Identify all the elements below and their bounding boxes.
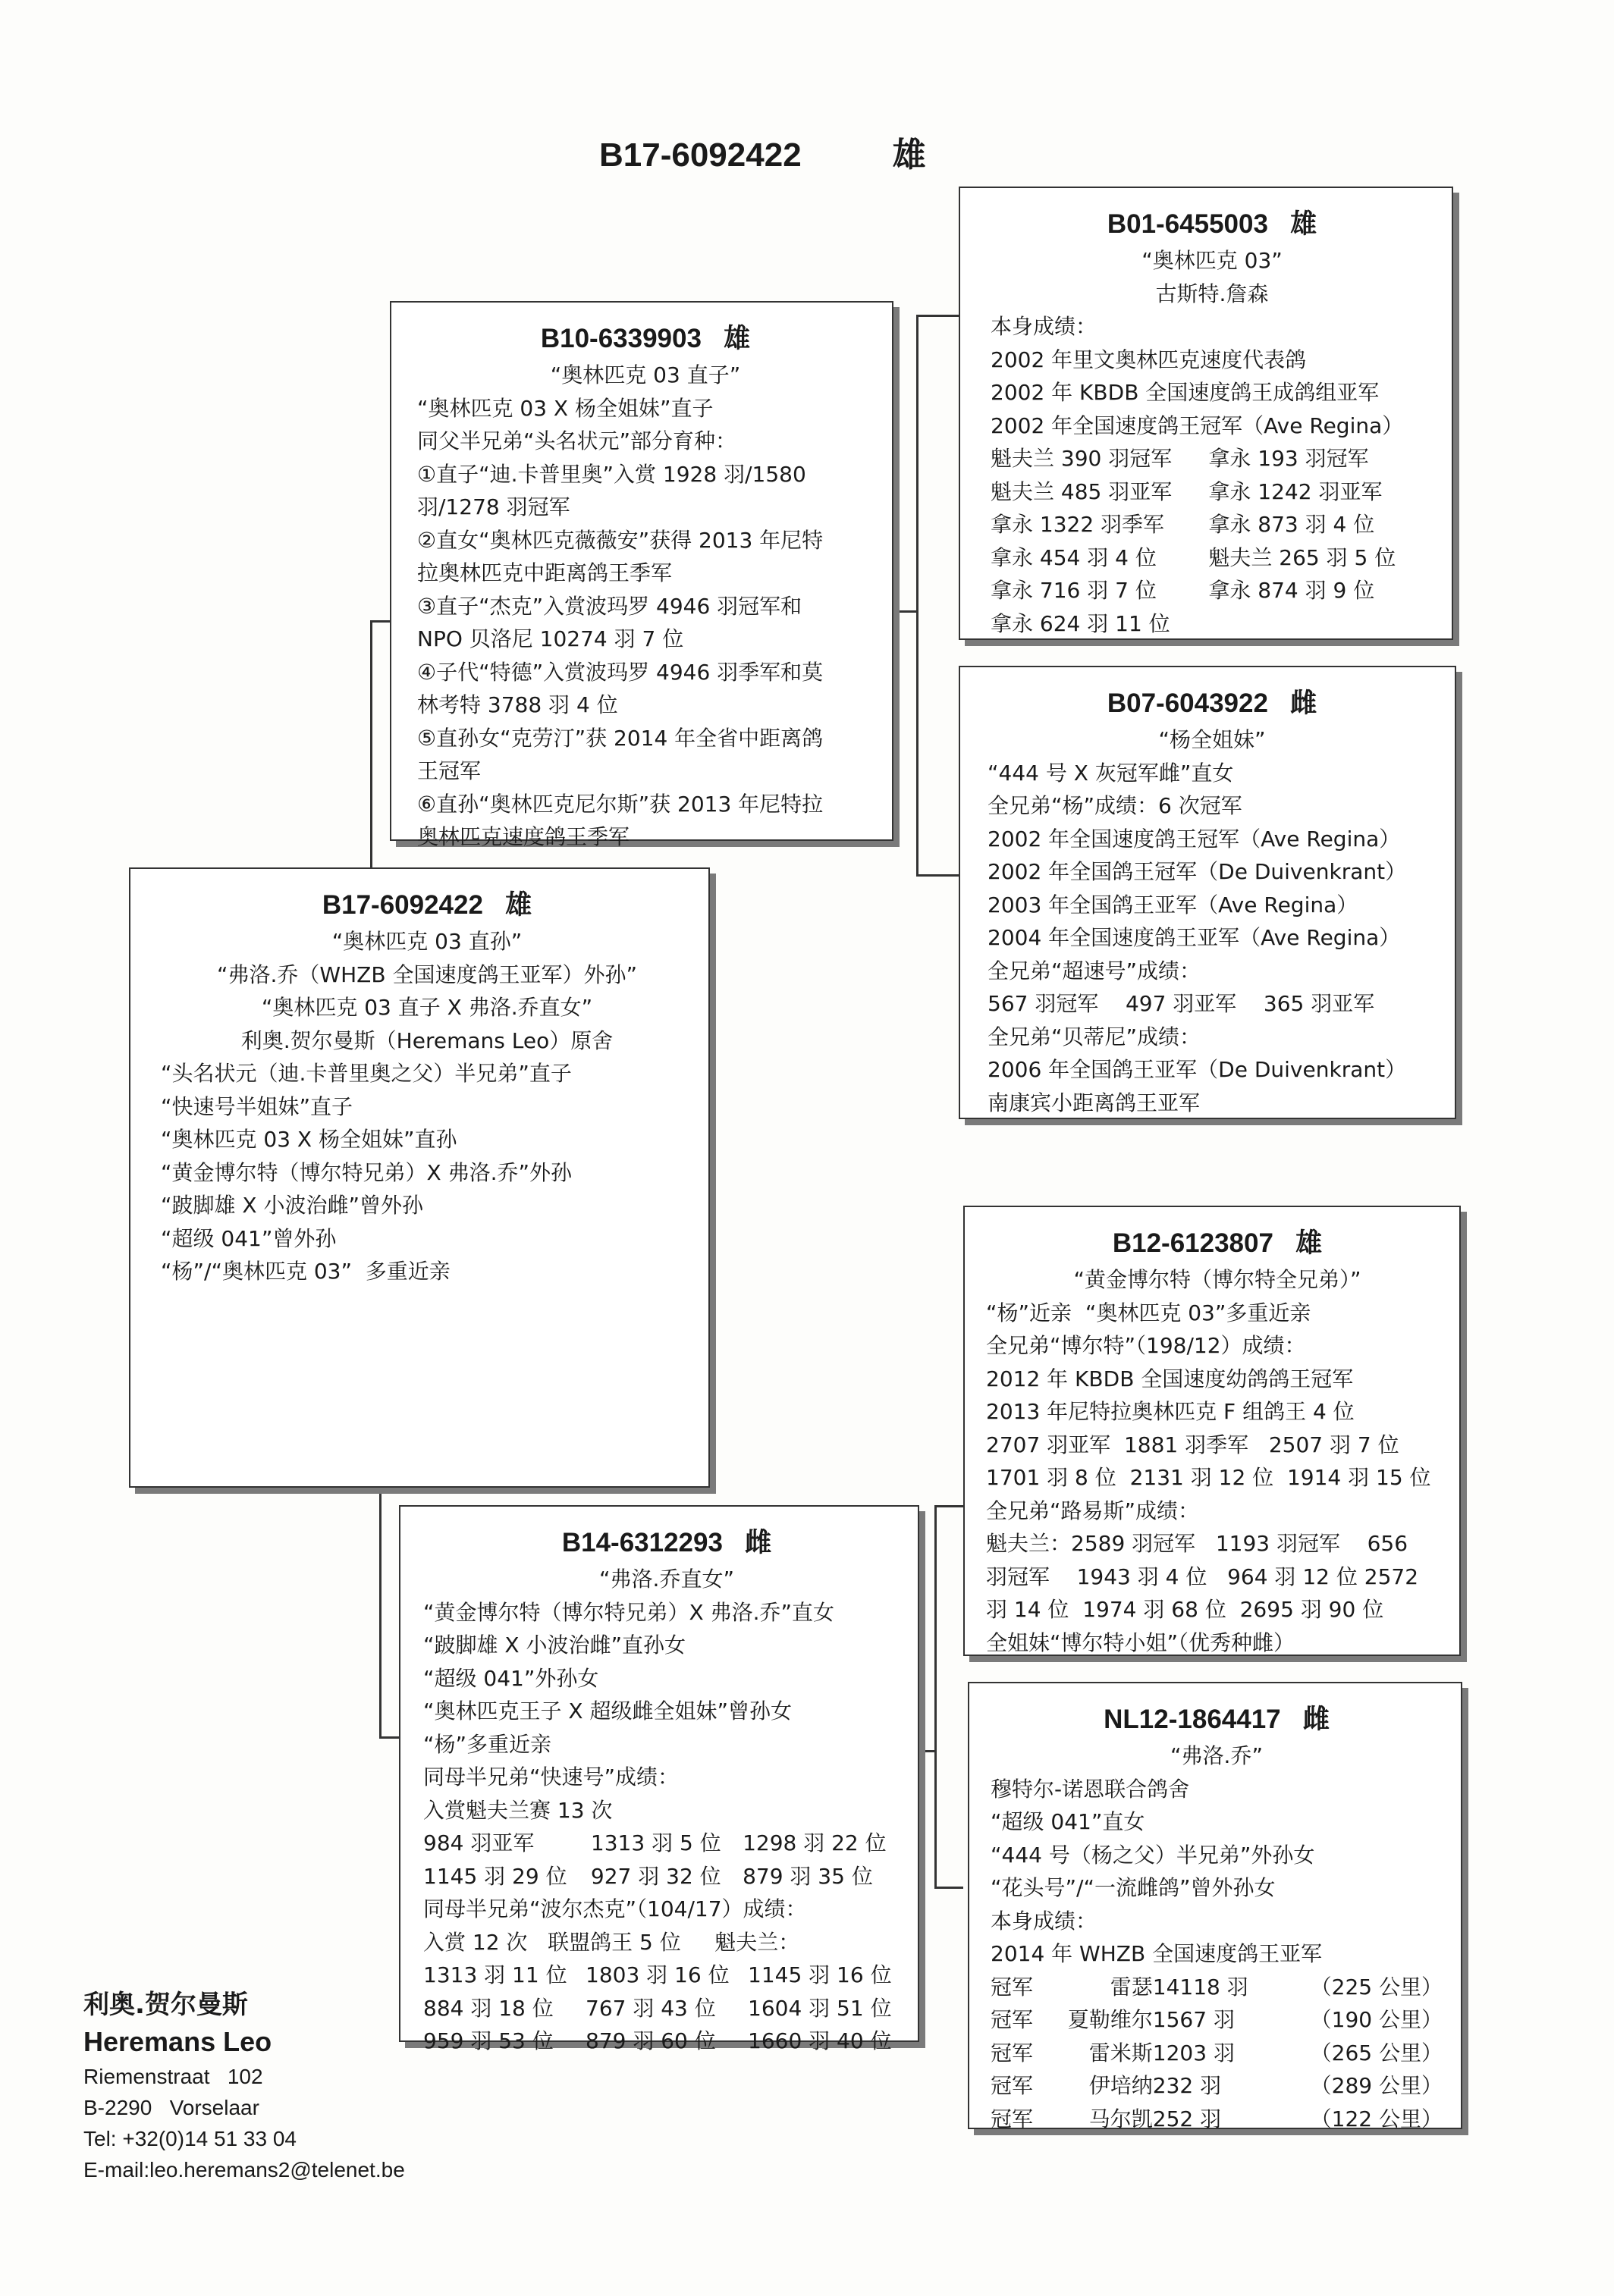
dam-line: “黄金博尔特（博尔特兄弟）X 弗洛.乔”直女 (423, 1599, 834, 1625)
dam-sex: 雌 (745, 1528, 772, 1557)
dam-sire-line: 2012 年 KBDB 全国速度幼鸽鸽王冠军 (986, 1366, 1354, 1391)
dam-result-row (423, 1959, 910, 1992)
breeder-tel: Tel: +32(0)14 51 33 04 (83, 2127, 297, 2150)
sire-sex: 雄 (724, 324, 751, 353)
title-sex: 雄 (892, 136, 926, 174)
dam-result-row (423, 1992, 910, 2025)
dam-dam-line: “花头号”/“一流雌鸽”曾外孙女 (991, 1875, 1276, 1900)
sire-sire-result-row (991, 475, 1433, 509)
sire-sire-result-cell: 魁夫兰 390 羽冠军 (991, 446, 1173, 471)
sire-line: ①直子“迪.卡普里奥”入赏 1928 羽/1580 (417, 461, 806, 487)
connector-bottom-vertical (379, 1490, 382, 1739)
dam-dam-result-cell: （122 公里） (1310, 2106, 1443, 2131)
sire-sire-result-row (991, 508, 1433, 541)
dam-dam-sex: 雌 (1302, 1705, 1330, 1734)
subject-line: “弗洛.乔（WHZB 全国速度鸽王亚军）外孙” (217, 961, 637, 987)
dam-line: “跛脚雄 X 小波治雌”直孙女 (423, 1633, 686, 1658)
sire-sire-box (959, 187, 1453, 640)
dam-results-table-2 (423, 1959, 910, 2058)
sire-box (390, 301, 893, 849)
sire-sire-name-line: “奥林匹克 03” (1141, 248, 1283, 273)
dam-dam-result-cell: 252 羽 (1152, 2106, 1222, 2131)
sire-sire-line: 2002 年里文奥林匹克速度代表鸽 (991, 347, 1307, 372)
connector-sire-sire (916, 315, 959, 317)
dam-result-cell: 767 羽 43 位 (586, 1995, 716, 2021)
breeder-street: Riemenstraat 102 (83, 2065, 263, 2088)
connector-dam-sire (934, 1505, 963, 1507)
dam-sire-sex: 雄 (1295, 1228, 1323, 1258)
sire-sire-reg: B01-6455003 (1107, 209, 1268, 239)
dam-result-cell: 927 羽 32 位 (590, 1863, 721, 1889)
subject-line: “超级 041”曾外孙 (161, 1225, 337, 1251)
dam-dam-result-cell: （190 公里） (1310, 2007, 1443, 2032)
dam-dam-result-cell: （289 公里） (1310, 2073, 1443, 2098)
sire-dam-line: “444 号 X 灰冠军雌”直女 (988, 760, 1234, 786)
dam-dam-result-cell: 冠军 (991, 1974, 1034, 2000)
subject-line: “奥林匹克 03 直孙” (331, 929, 523, 954)
subject-line: “奥林匹克 03 X 杨全姐妹”直孙 (161, 1127, 457, 1152)
sire-sire-result-cell: 魁夫兰 265 羽 5 位 (1208, 544, 1396, 570)
subject-box (129, 867, 710, 1488)
dam-dam-results-table (991, 1971, 1443, 2136)
dam-line: “奥林匹克王子 X 超级雌全姐妹”曾孙女 (423, 1698, 792, 1724)
sire-sire-result-cell: 拿永 874 羽 9 位 (1208, 578, 1375, 603)
sire-sire-result-cell: 拿永 193 羽冠军 (1208, 446, 1369, 471)
sire-line: ②直女“奥林匹克薇薇安”获得 2013 年尼特 (417, 527, 824, 553)
subject-line: 利奥.贺尔曼斯（Heremans Leo）原舍 (240, 1027, 614, 1053)
sire-sire-result-row (991, 541, 1433, 575)
sire-line: 林考特 3788 羽 4 位 (417, 692, 618, 717)
connector-sire-dam (916, 874, 959, 877)
dam-line: “超级 041”外孙女 (423, 1665, 599, 1691)
dam-sire-line: 羽冠军 1943 羽 4 位 964 羽 12 位 2572 (986, 1564, 1419, 1589)
dam-result-cell: 884 羽 18 位 (423, 1995, 554, 2021)
dam-sire-details (986, 1297, 1449, 1660)
connector-bottom-horizontal (379, 1736, 399, 1739)
dam-line: “杨”多重近亲 (423, 1731, 552, 1757)
sire-dam-names (988, 723, 1437, 757)
sire-sire-results-table (991, 442, 1433, 640)
subject-line: “杨”/“奥林匹克 03” 多重近亲 (161, 1259, 451, 1284)
sire-dam-box (959, 666, 1456, 1119)
sire-line: 奥林匹克速度鸽王季军 (417, 824, 630, 849)
dam-sire-line: 魁夫兰：2589 羽冠军 1193 羽冠军 656 (986, 1531, 1408, 1556)
subject-header (161, 884, 693, 922)
sire-dam-header (988, 682, 1437, 720)
dam-dam-result-cell: 1567 羽 (1152, 2007, 1235, 2032)
dam-result-cell: 1803 羽 16 位 (586, 1962, 730, 1987)
sire-line: “奥林匹克 03 直子” (550, 362, 741, 387)
sire-dam-line: 南康宾小距离鸽王亚军 (988, 1090, 1201, 1115)
dam-dam-result-cell: 冠军 (991, 2007, 1034, 2032)
dam-details (423, 1596, 910, 1827)
subject-sex: 雄 (505, 890, 532, 920)
dam-sire-line: 全兄弟“路易斯”成绩： (986, 1498, 1200, 1523)
breeder-name-en: Heremans Leo (83, 2026, 272, 2057)
sire-line: “奥林匹克 03 X 杨全姐妹”直子 (417, 395, 714, 421)
dam-line: 同母半兄弟“波尔杰克”（104/17）成绩： (423, 1896, 807, 1921)
sire-sire-header (991, 203, 1433, 241)
dam-name-line: “弗洛.乔直女” (599, 1567, 734, 1592)
sire-line: ⑤直孙女“克劳汀”获 2014 年全省中距离鸽 (417, 725, 824, 751)
dam-sire-box (963, 1206, 1461, 1656)
dam-dam-result-cell: 冠军 (991, 2073, 1034, 2098)
sire-sire-result-cell: 拿永 873 羽 4 位 (1208, 512, 1375, 537)
breeder-name-cn: 利奥.贺尔曼斯 (83, 1990, 248, 2020)
dam-dam-line: “超级 041”直女 (991, 1809, 1145, 1834)
dam-dam-result-row (991, 2003, 1443, 2037)
dam-sire-line: 全兄弟“博尔特”（198/12）成绩： (986, 1333, 1306, 1358)
sire-sire-line: 本身成绩： (991, 314, 1097, 339)
dam-dam-result-cell: 伊培纳 (1088, 2073, 1153, 2098)
dam-sire-line: 羽 14 位 1974 羽 68 位 2695 羽 90 位 (986, 1597, 1384, 1622)
dam-dam-result-cell: 雷米斯 (1088, 2040, 1153, 2065)
sire-dam-line: 2006 年全国鸽王亚军（De Duivenkrant） (988, 1057, 1407, 1082)
sire-line: ④子代“特德”入赏波玛罗 4946 羽季军和莫 (417, 659, 824, 685)
sire-dam-details (988, 757, 1437, 1120)
dam-result-row (423, 1827, 910, 1860)
sire-sire-result-row (991, 574, 1433, 607)
connector-top-horizontal (370, 620, 390, 623)
dam-dam-header (991, 1698, 1443, 1736)
sire-sire-result-cell: 拿永 454 羽 4 位 (991, 544, 1157, 570)
sire-line: NPO 贝洛尼 10274 羽 7 位 (417, 626, 684, 651)
dam-result-cell: 1298 羽 22 位 (743, 1830, 887, 1855)
sire-header (417, 318, 874, 356)
dam-dam-line: 穆特尔-诺恩联合鸽舍 (991, 1776, 1190, 1802)
dam-names (423, 1563, 910, 1596)
sire-reg: B10-6339903 (540, 324, 702, 353)
sire-sire-result-cell: 拿永 1242 羽亚军 (1208, 478, 1383, 504)
dam-dam-result-cell: 夏勒维尔 (1067, 2007, 1153, 2032)
dam-sire-names (986, 1263, 1449, 1297)
sire-sire-result-cell: 魁夫兰 485 羽亚军 (991, 478, 1173, 504)
dam-result-cell: 1145 羽 16 位 (748, 1962, 892, 1987)
dam-result-cell: 1313 羽 11 位 (423, 1962, 567, 1987)
dam-sire-line: “杨”近亲 “奥林匹克 03”多重近亲 (986, 1300, 1311, 1325)
sire-line: 同父半兄弟“头名状元”部分育种： (417, 428, 737, 453)
sire-dam-reg: B07-6043922 (1107, 688, 1268, 718)
dam-result-row (423, 1860, 910, 1893)
dam-result-cell: 879 羽 60 位 (586, 2028, 716, 2053)
dam-line: 入赏魁夫兰赛 13 次 (423, 1797, 613, 1823)
dam-dam-result-cell: 14118 羽 (1152, 1974, 1248, 2000)
sire-line: ③直子“杰克”入赏波玛罗 4946 羽冠军和 (417, 593, 802, 619)
dam-result-cell: 1660 羽 40 位 (748, 2028, 892, 2053)
subject-details (161, 925, 693, 1288)
connector-sire-vertical (916, 315, 918, 876)
sire-sire-result-row (991, 607, 1433, 641)
dam-result-cell: 1313 羽 5 位 (590, 1830, 721, 1855)
dam-dam-result-row (991, 1971, 1443, 2004)
breeder-email[interactable]: E-mail:leo.heremans2@telenet.be (83, 2158, 405, 2182)
sire-sire-sex: 雄 (1290, 209, 1317, 239)
sire-sire-details (991, 310, 1433, 442)
dam-dam-name-line: “弗洛.乔” (1170, 1743, 1263, 1768)
sire-line: 拉奥林匹克中距离鸽王季军 (417, 560, 673, 585)
dam-sire-line: 全姐妹“博尔特小姐”（优秀种雌） (986, 1629, 1295, 1655)
sire-dam-line: 2003 年全国鸽王亚军（Ave Regina） (988, 892, 1358, 917)
subject-line: “头名状元（迪.卡普里奥之父）半兄弟”直子 (161, 1061, 572, 1086)
dam-line: 入赏 12 次 联盟鸽王 5 位 魁夫兰： (423, 1929, 800, 1955)
dam-box (399, 1505, 919, 2053)
dam-dam-result-cell: 冠军 (991, 2040, 1034, 2065)
connector-top-vertical (370, 620, 372, 878)
dam-sire-header (986, 1222, 1449, 1260)
sire-sire-line: 2002 年 KBDB 全国速度鸽王成鸽组亚军 (991, 380, 1380, 405)
dam-dam-names (991, 1739, 1443, 1773)
dam-sire-reg: B12-6123807 (1112, 1228, 1273, 1258)
dam-reg: B14-6312293 (561, 1528, 723, 1557)
sire-sire-result-cell (1208, 607, 1433, 641)
sire-line: ⑥直孙“奥林匹克尼尔斯”获 2013 年尼特拉 (417, 791, 824, 817)
dam-result-cell: 1604 羽 51 位 (748, 1995, 892, 2021)
dam-result-cell: 959 羽 53 位 (423, 2028, 554, 2053)
dam-dam-line: “444 号（杨之父）半兄弟”外孙女 (991, 1842, 1315, 1868)
dam-dam-result-cell: 雷瑟 (1110, 1974, 1153, 2000)
dam-result-cell: 984 羽亚军 (423, 1830, 535, 1855)
dam-result-cell: 1145 羽 29 位 (423, 1863, 567, 1889)
connector-dam-dam (934, 1887, 963, 1889)
dam-dam-result-cell: 232 羽 (1152, 2073, 1222, 2098)
connector-sire-out (893, 610, 916, 613)
dam-sire-line: 1701 羽 8 位 2131 羽 12 位 1914 羽 15 位 (986, 1465, 1431, 1490)
dam-results-table-1 (423, 1827, 910, 1893)
breeder-city: B-2290 Vorselaar (83, 2096, 259, 2119)
dam-dam-details (991, 1773, 1443, 1971)
title-reg: B17-6092422 (599, 136, 802, 174)
dam-sire-line: 2707 羽亚军 1881 羽季军 2507 羽 7 位 (986, 1432, 1399, 1457)
breeder-contact (83, 1987, 405, 2185)
sire-dam-sex: 雌 (1290, 688, 1317, 718)
sire-dam-line: 567 羽冠军 497 羽亚军 365 羽亚军 (988, 991, 1375, 1016)
subject-line: “跛脚雄 X 小波治雌”曾外孙 (161, 1193, 423, 1218)
dam-details-2 (423, 1893, 910, 1959)
sire-sire-names (991, 244, 1433, 310)
dam-dam-result-cell: （225 公里） (1310, 1974, 1443, 2000)
sire-dam-line: 2002 年全国速度鸽王冠军（Ave Regina） (988, 826, 1401, 852)
sire-sire-result-cell: 拿永 1322 羽季军 (991, 512, 1165, 537)
dam-result-row (423, 2025, 910, 2058)
sire-sire-result-cell: 拿永 716 羽 7 位 (991, 578, 1157, 603)
dam-header (423, 1522, 910, 1560)
dam-dam-result-cell: 马尔凯 (1088, 2106, 1153, 2131)
sire-dam-line: 全兄弟“超速号”成绩： (988, 958, 1201, 983)
dam-line: 同母半兄弟“快速号”成绩： (423, 1764, 680, 1789)
connector-dam-out (919, 1750, 934, 1752)
dam-dam-result-row (991, 2069, 1443, 2103)
subject-line: “黄金博尔特（博尔特兄弟）X 弗洛.乔”外孙 (161, 1159, 572, 1185)
connector-dam-vertical (934, 1505, 937, 1888)
sire-dam-line: 全兄弟“贝蒂尼”成绩： (988, 1024, 1201, 1049)
subject-line: “快速号半姐妹”直子 (161, 1093, 353, 1119)
sire-sire-name-line: 古斯特.詹森 (1155, 281, 1269, 306)
sire-line: 羽/1278 羽冠军 (417, 494, 570, 519)
dam-dam-result-cell: 1203 羽 (1152, 2040, 1235, 2065)
sire-sire-line: 2002 年全国速度鸽王冠军（Ave Regina） (991, 412, 1404, 438)
dam-sire-name-line: “黄金博尔特（博尔特全兄弟）” (1073, 1267, 1361, 1292)
dam-dam-result-cell: 冠军 (991, 2106, 1034, 2131)
subject-line: “奥林匹克 03 直子 X 弗洛.乔直女” (261, 995, 593, 1020)
sire-sire-result-cell: 拿永 624 羽 11 位 (991, 610, 1170, 636)
dam-sire-line: 2013 年尼特拉奥林匹克 F 组鸽王 4 位 (986, 1399, 1355, 1424)
dam-dam-result-row (991, 2103, 1443, 2136)
pedigree-title (599, 127, 926, 176)
dam-dam-box (968, 1682, 1462, 2129)
sire-sire-result-row (991, 442, 1433, 475)
dam-result-cell: 879 羽 35 位 (743, 1863, 873, 1889)
sire-dam-line: 全兄弟“杨”成绩：6 次冠军 (988, 793, 1242, 818)
dam-dam-result-row (991, 2037, 1443, 2070)
dam-dam-line: 本身成绩： (991, 1908, 1097, 1934)
sire-dam-name-line: “杨全姐妹” (1158, 727, 1266, 752)
sire-details (417, 359, 874, 854)
subject-reg: B17-6092422 (322, 890, 483, 920)
dam-dam-reg: NL12-1864417 (1104, 1705, 1281, 1734)
sire-dam-line: 2002 年全国鸽王冠军（De Duivenkrant） (988, 859, 1407, 884)
sire-line: 王冠军 (417, 758, 482, 783)
sire-dam-line: 2004 年全国速度鸽王亚军（Ave Regina） (988, 925, 1401, 950)
dam-dam-line: 2014 年 WHZB 全国速度鸽王亚军 (991, 1941, 1323, 1966)
dam-dam-result-cell: （265 公里） (1310, 2040, 1443, 2065)
